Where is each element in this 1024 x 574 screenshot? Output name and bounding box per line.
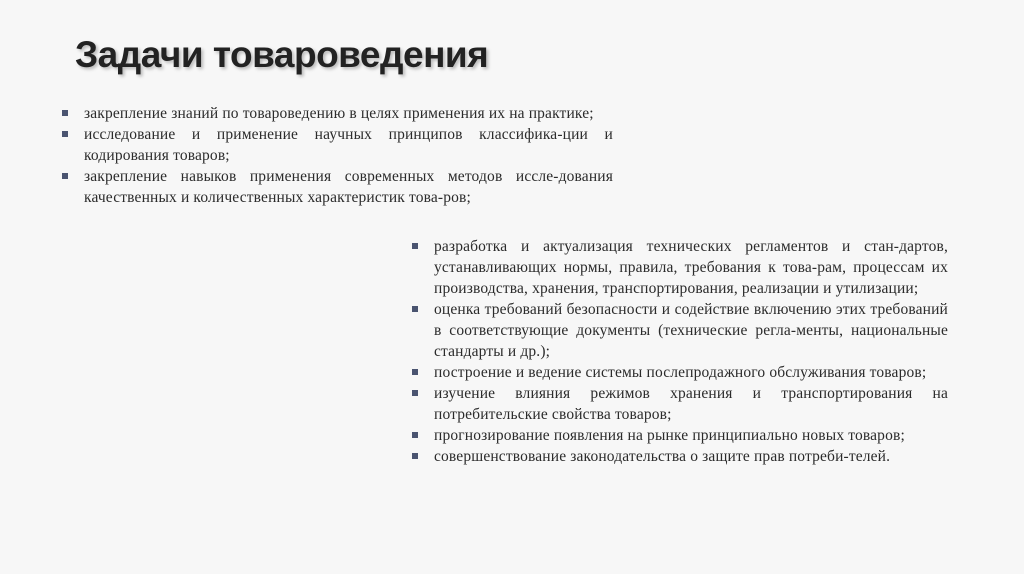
- square-bullet-icon: [62, 131, 68, 137]
- tasks-list-right: [410, 236, 948, 467]
- tasks-list-left: [60, 103, 613, 208]
- square-bullet-icon: [62, 110, 68, 116]
- list-item-text: совершенствование законодательства о защите прав потреби-телей.: [434, 448, 891, 465]
- square-bullet-icon: [412, 306, 418, 312]
- square-bullet-icon: [412, 243, 418, 249]
- list-item-text: прогнозирование появления на рынке принципиально новых товаров;: [434, 427, 905, 444]
- list-item: [60, 124, 613, 166]
- list-item: [60, 103, 613, 124]
- square-bullet-icon: [412, 390, 418, 396]
- list-item-text: изучение влияния режимов хранения и транспортирования на потребительские свойства товаров;: [434, 385, 948, 423]
- square-bullet-icon: [62, 173, 68, 179]
- list-item: [410, 236, 948, 299]
- square-bullet-icon: [412, 432, 418, 438]
- list-item: [410, 446, 948, 467]
- list-item-text: исследование и применение научных принципов классифика-ции и кодирования товаров;: [84, 126, 613, 164]
- slide-title: Задачи товароведения: [75, 34, 489, 75]
- list-item: [410, 425, 948, 446]
- list-item: [410, 383, 948, 425]
- list-item: [410, 362, 948, 383]
- list-item: [410, 299, 948, 362]
- list-item-text: разработка и актуализация технических регламентов и стан-дартов, устанавливающих нормы, правила, требования к това-рам, процессам их производства, хранения, транспортирования, реализации и утилизации;: [434, 238, 948, 297]
- list-item-text: построение и ведение системы послепродажного обслуживания товаров;: [434, 364, 927, 381]
- square-bullet-icon: [412, 369, 418, 375]
- list-item-text: закрепление навыков применения современных методов иссле-дования качественных и количественных характеристик това-ров;: [84, 168, 613, 206]
- square-bullet-icon: [412, 453, 418, 459]
- list-item-text: закрепление знаний по товароведению в целях применения их на практике;: [84, 105, 594, 122]
- list-item: [60, 166, 613, 208]
- list-item-text: оценка требований безопасности и содействие включению этих требований в соответствующие документы (технические регла-менты, национальные стандарты и др.);: [434, 301, 948, 360]
